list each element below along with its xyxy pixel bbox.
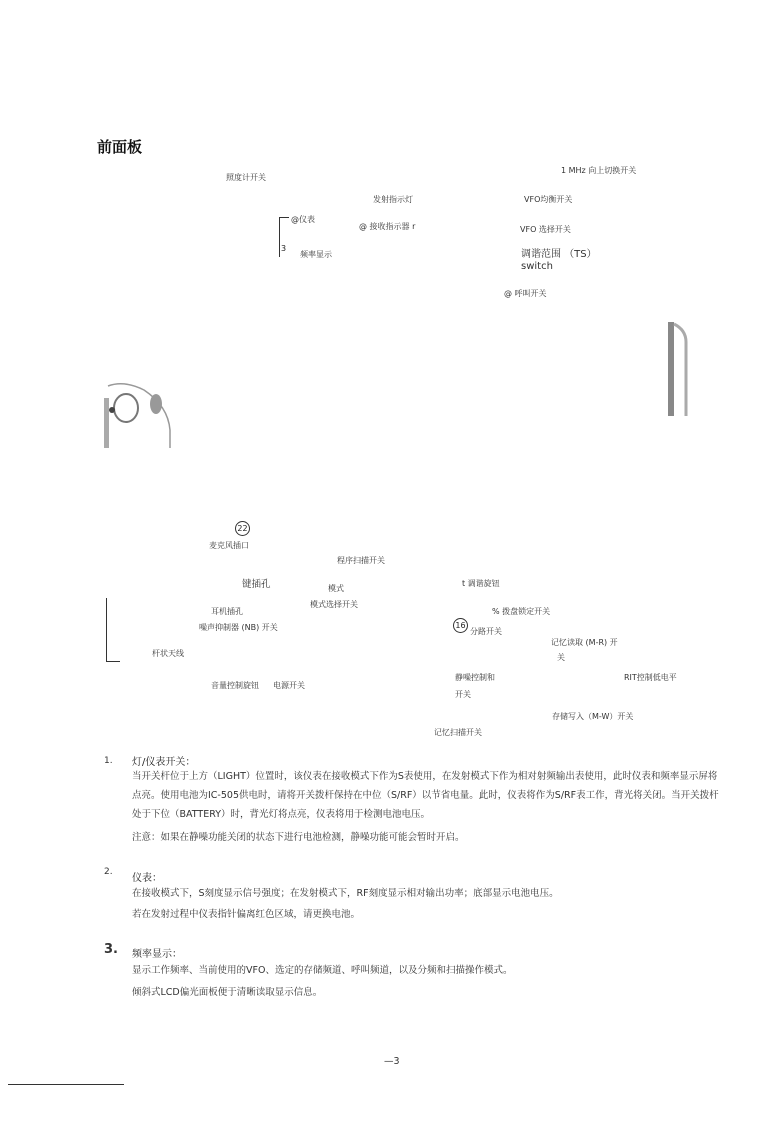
section-1-heading: 灯/仪表开关： (132, 757, 196, 768)
page-number: —3 (384, 1056, 400, 1067)
section-1-paragraph: 当开关杆位于上方（LIGHT）位置时，该仪表在接收模式下作为S表使用，在发射模式下作为相对射频输出表使用，此时仪表和频率显示屏将点亮。使用电池为IC-505供电时，请将开关拨杆保持在中位（S/RF）以节省电量。此时，仪表将作为S/RF表工作，背光将关闭。当开关拨杆处于下位（BATTERY）时，背光灯将点亮，仪表将用于检测电池电压。 (132, 771, 719, 820)
label-tuning-range: 调谐范围 （TS） (521, 249, 597, 260)
label-frequency-display: 频率显示 (300, 250, 332, 259)
callout-number-16: 16 (453, 618, 468, 633)
label-mode-select-switch: 模式选择开关 (310, 600, 358, 609)
label-noise-blanker-switch: 噪声抑制器 (NB) 开关 (199, 623, 278, 632)
callout-number-3: 3 (281, 244, 287, 253)
label-call-switch: @ 呼叫开关 (504, 289, 547, 298)
section-2-paragraph: 在接收模式下，S刻度显示信号强度；在发射模式下，RF刻度显示相对输出功率；底部显示电池电压。 (132, 888, 559, 899)
section-2-heading: 仪表： (132, 873, 162, 884)
label-vfo-select-switch: VFO 选择开关 (520, 225, 571, 234)
label-volume-knob: 音量控制旋钮 (211, 681, 259, 690)
label-light-meter-switch: 照度计开关 (226, 173, 266, 182)
label-vfo-balance-switch: VFO均衡开关 (524, 195, 573, 204)
section-3-note: 倾斜式LCD偏光面板便于清晰读取显示信息。 (132, 987, 323, 998)
label-mic-jack: 麦克风插口 (209, 541, 249, 550)
page-title: 前面板 (97, 138, 143, 156)
label-tuning-range-switch: switch (521, 261, 553, 272)
label-dial-lock-switch: % 拨盘锁定开关 (492, 607, 551, 616)
knob-fragment-figure (104, 380, 174, 450)
label-rit-control: RIT控制低电平 (624, 673, 677, 682)
bracket-line (279, 217, 289, 218)
label-tuning-knob: t 调谐旋钮 (462, 579, 500, 588)
label-headphone-jack: 耳机插孔 (211, 607, 243, 616)
label-key-jack: 键插孔 (242, 579, 271, 590)
label-mode: 模式 (328, 584, 344, 593)
section-3-number: 3. (104, 942, 118, 957)
bracket-line-left (106, 598, 107, 662)
bracket-line (279, 217, 280, 257)
section-3-heading: 频率显示： (132, 949, 182, 960)
label-power-switch: 电源开关 (273, 681, 305, 690)
label-memory-scan-switch: 记忆扫描开关 (434, 728, 482, 737)
label-program-scan-switch: 程序扫描开关 (337, 556, 385, 565)
label-1mhz-up-switch: 1 MHz 向上切换开关 (561, 166, 637, 175)
section-2-number: 2. (104, 867, 113, 877)
bracket-line-left (106, 661, 120, 662)
label-memory-read-switch: 记忆读取 (M-R) 开 (551, 638, 618, 647)
label-squelch-switch: 开关 (455, 690, 471, 699)
label-rod-antenna: 杆状天线 (152, 649, 184, 658)
section-2-note: 若在发射过程中仪表指针偏离红色区域，请更换电池。 (132, 909, 361, 920)
label-rx-indicator: @ 接收指示器 r (359, 222, 416, 231)
panel-edge-figure (666, 322, 688, 416)
section-3-paragraph: 显示工作频率、当前使用的VFO、选定的存储频道、呼叫频道，以及分频和扫描操作模式。 (132, 965, 513, 976)
footnote-rule (8, 1084, 124, 1085)
label-memory-write-switch: 存储写入（M-W）开关 (552, 712, 634, 721)
section-1-number: 1. (104, 756, 113, 766)
section-1-note: 注意：如果在静噪功能关闭的状态下进行电池检测，静噪功能可能会暂时开启。 (132, 832, 465, 843)
label-split-switch: 分路开关 (470, 627, 502, 636)
label-memory-read-switch-cont: 关 (557, 653, 565, 662)
label-tx-indicator: 发射指示灯 (373, 195, 413, 204)
callout-number-22: 22 (235, 521, 250, 536)
label-squelch-control: 静噪控制和 (455, 673, 495, 682)
label-meter: @仪表 (291, 215, 315, 224)
